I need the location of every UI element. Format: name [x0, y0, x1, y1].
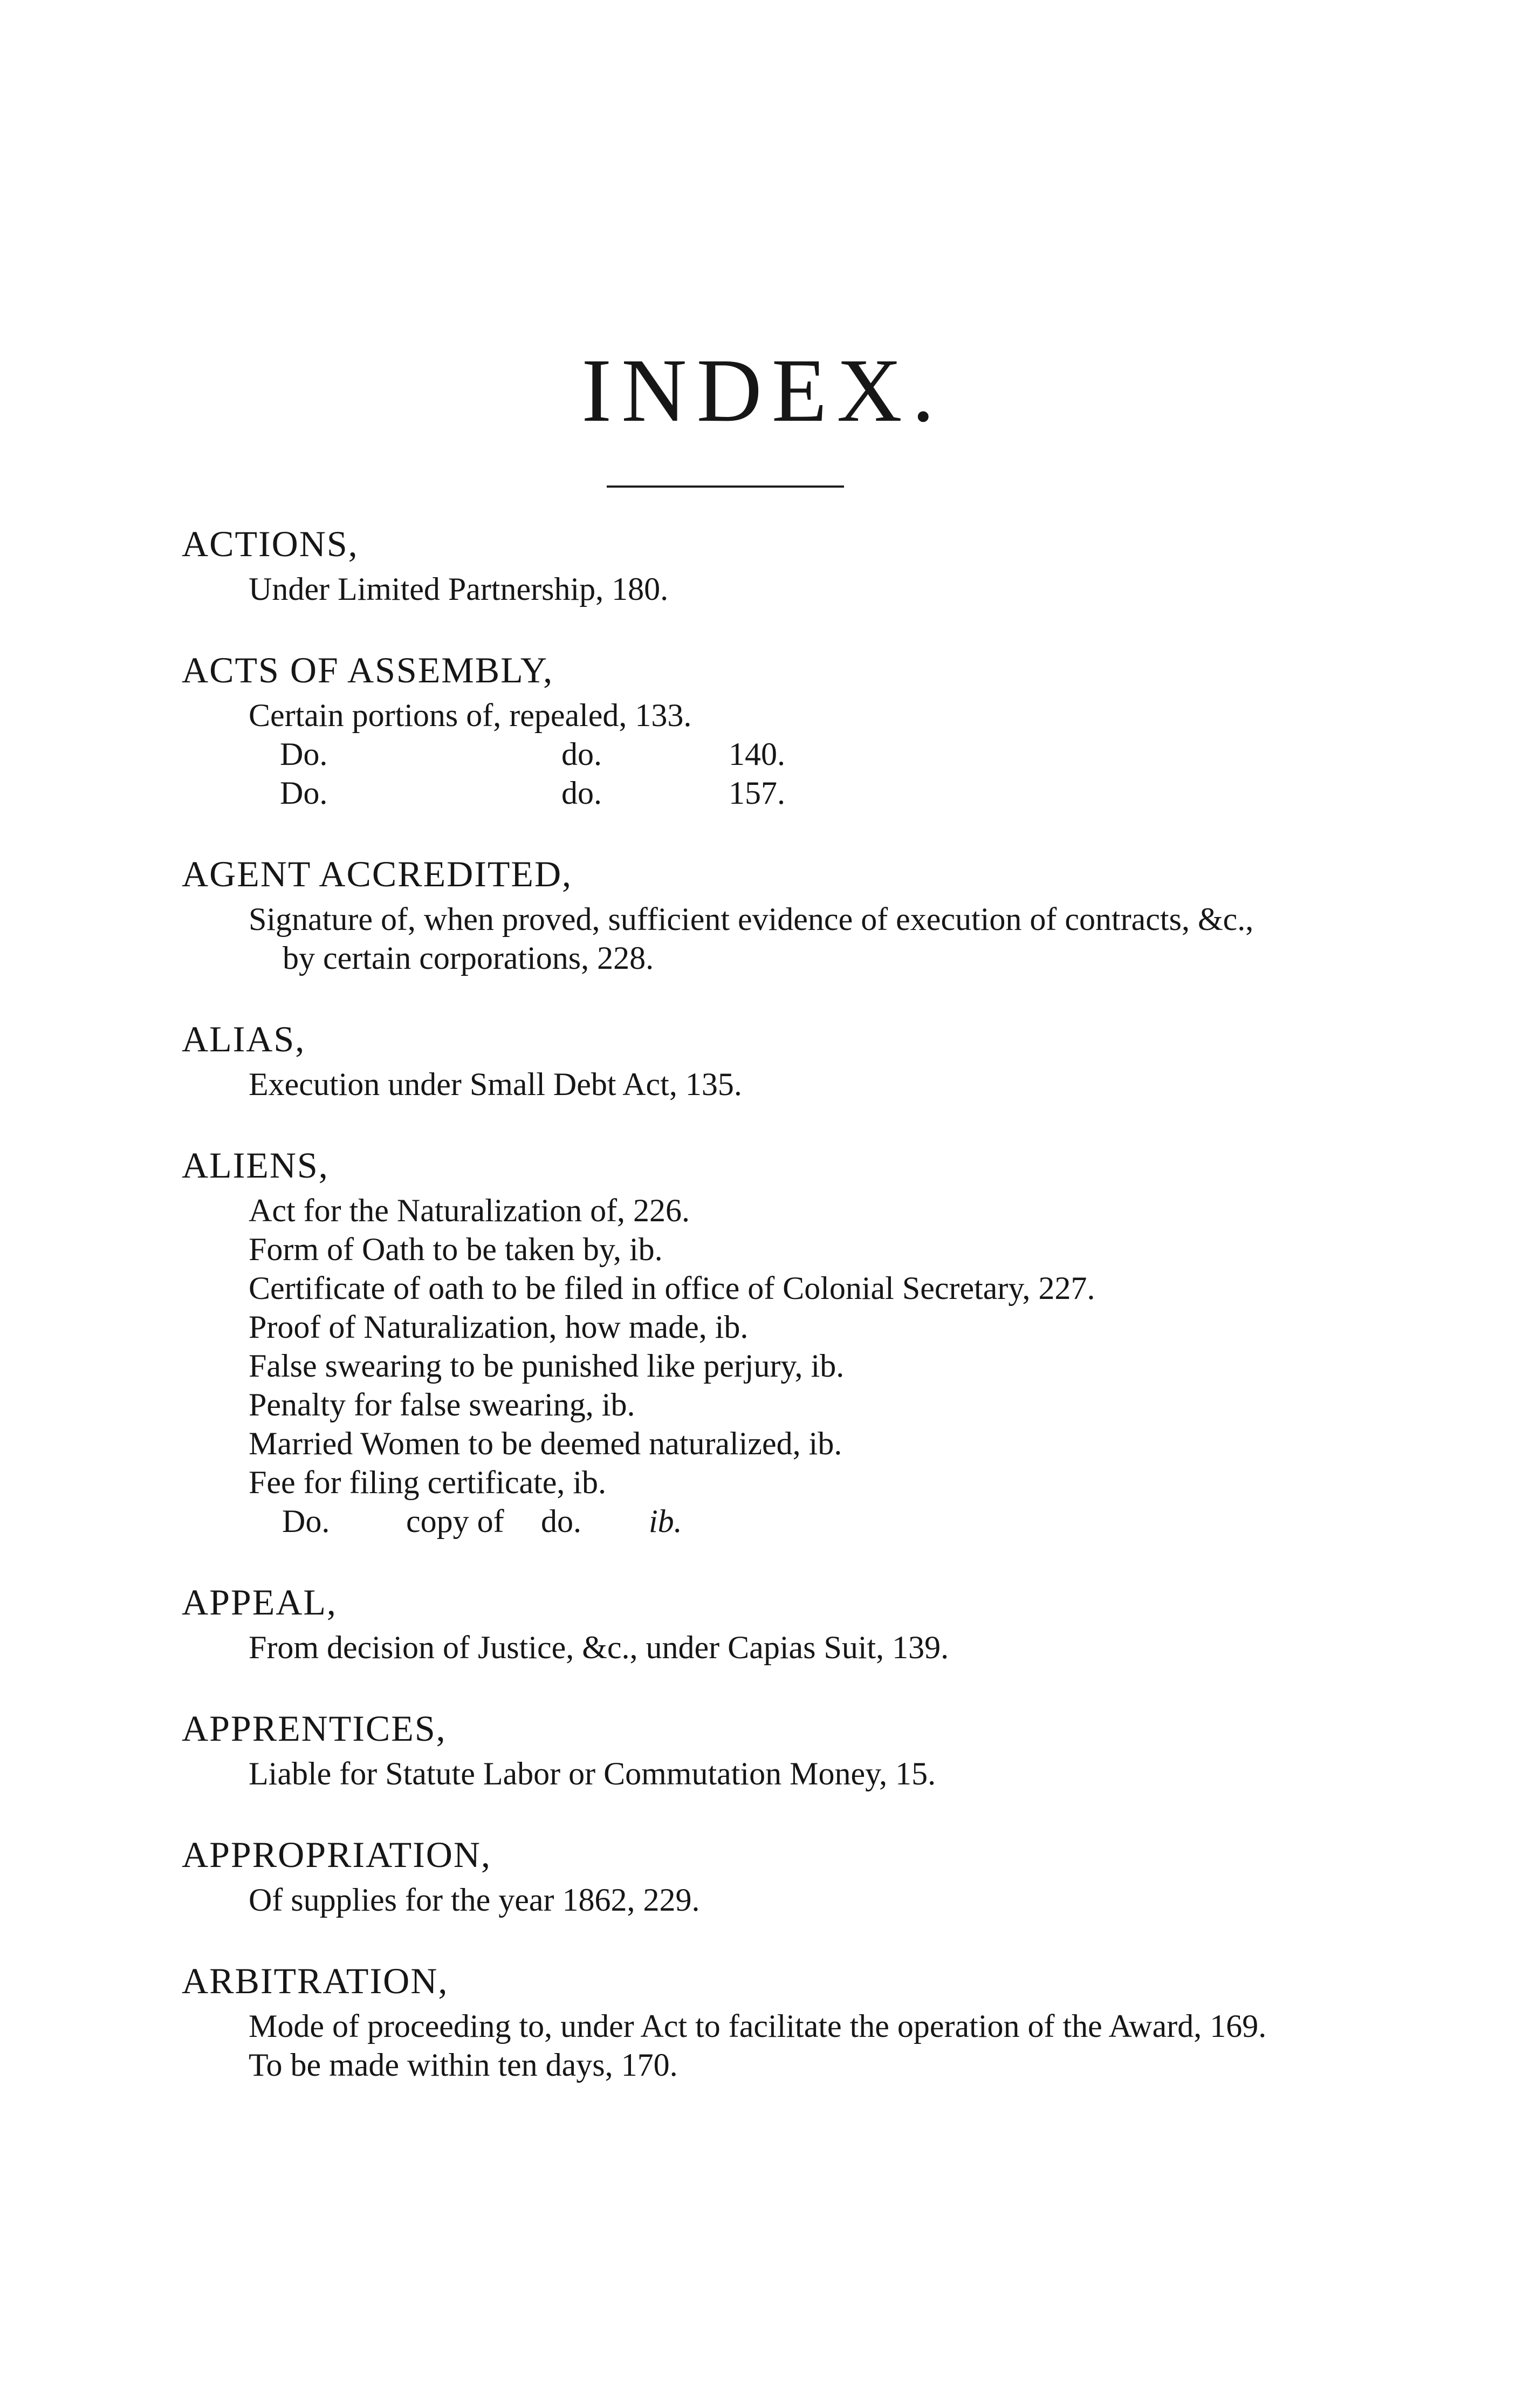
entry-subitem: Certificate of oath to be filed in office of Colonial Secretary, 227.	[249, 1270, 1095, 1306]
page-ref: 157.	[729, 775, 785, 811]
page-ref: 140.	[729, 736, 785, 772]
entry-subitem: Signature of, when proved, sufficient evidence of execution of contracts, &c., by certain corporations, 228.	[249, 901, 1254, 976]
page-title: INDEX.	[581, 340, 944, 441]
entry-heading: AGENT ACCREDITED,	[182, 853, 573, 894]
index-entry-actions	[182, 518, 1287, 608]
ditto-cell: Do.	[280, 775, 328, 811]
index-entry-agent-accredited	[182, 848, 1287, 977]
entry-subitem: To be made within ten days, 170.	[249, 2047, 678, 2083]
ditto-row	[182, 774, 1287, 812]
ditto-cell: do.	[561, 736, 602, 772]
entry-subitem: Under Limited Partnership, 180.	[249, 571, 669, 607]
entry-heading: ALIAS,	[182, 1018, 306, 1059]
page-ref: ib.	[649, 1503, 682, 1539]
entry-heading: ACTIONS,	[182, 523, 359, 564]
index-entry-appeal	[182, 1576, 1287, 1667]
entry-subitem: From decision of Justice, &c., under Capias Suit, 139.	[249, 1630, 949, 1665]
entry-subitem: Mode of proceeding to, under Act to facilitate the operation of the Award, 169.	[249, 2008, 1267, 2044]
entry-heading: ARBITRATION,	[182, 1960, 449, 2001]
entry-subitem: Liable for Statute Labor or Commutation Money, 15.	[249, 1756, 936, 1791]
entry-heading: ALIENS,	[182, 1145, 329, 1186]
entry-heading: APPRENTICES,	[182, 1708, 447, 1749]
entry-subitem: Married Women to be deemed naturalized, ib.	[249, 1426, 842, 1461]
index-entry-alias	[182, 1013, 1287, 1104]
entry-heading: APPEAL,	[182, 1582, 337, 1623]
entry-heading: ACTS OF ASSEMBLY,	[182, 649, 554, 690]
index-entries	[182, 518, 1287, 2120]
title-rule	[607, 485, 844, 488]
index-entry-arbitration	[182, 1955, 1287, 2084]
ditto-cell: do.	[561, 775, 602, 811]
entry-heading: APPROPRIATION,	[182, 1834, 491, 1875]
index-entry-aliens	[182, 1139, 1287, 1541]
ditto-cell: Do.	[280, 736, 328, 772]
ditto-row	[182, 1502, 1287, 1541]
entry-subitem: Form of Oath to be taken by, ib.	[249, 1232, 663, 1267]
entry-subitem: False swearing to be punished like perjury, ib.	[249, 1348, 845, 1384]
entry-subitem: Act for the Naturalization of, 226.	[249, 1193, 690, 1228]
entry-subitem: Fee for filing certificate, ib.	[249, 1465, 607, 1500]
ditto-row	[182, 735, 1287, 774]
entry-subitem: Proof of Naturalization, how made, ib.	[249, 1309, 749, 1345]
ditto-cell: Do.	[282, 1503, 330, 1539]
entry-subitem: Of supplies for the year 1862, 229.	[249, 1882, 700, 1918]
ditto-cell: copy of	[406, 1503, 504, 1539]
entry-subitem: Certain portions of, repealed, 133.	[249, 697, 692, 733]
index-entry-apprentices	[182, 1702, 1287, 1793]
entry-subitem: Penalty for false swearing, ib.	[249, 1387, 635, 1422]
entry-subitem: Execution under Small Debt Act, 135.	[249, 1066, 742, 1102]
index-entry-appropriation	[182, 1829, 1287, 1919]
index-entry-acts-of-assembly	[182, 644, 1287, 812]
ditto-cell: do.	[541, 1503, 581, 1539]
